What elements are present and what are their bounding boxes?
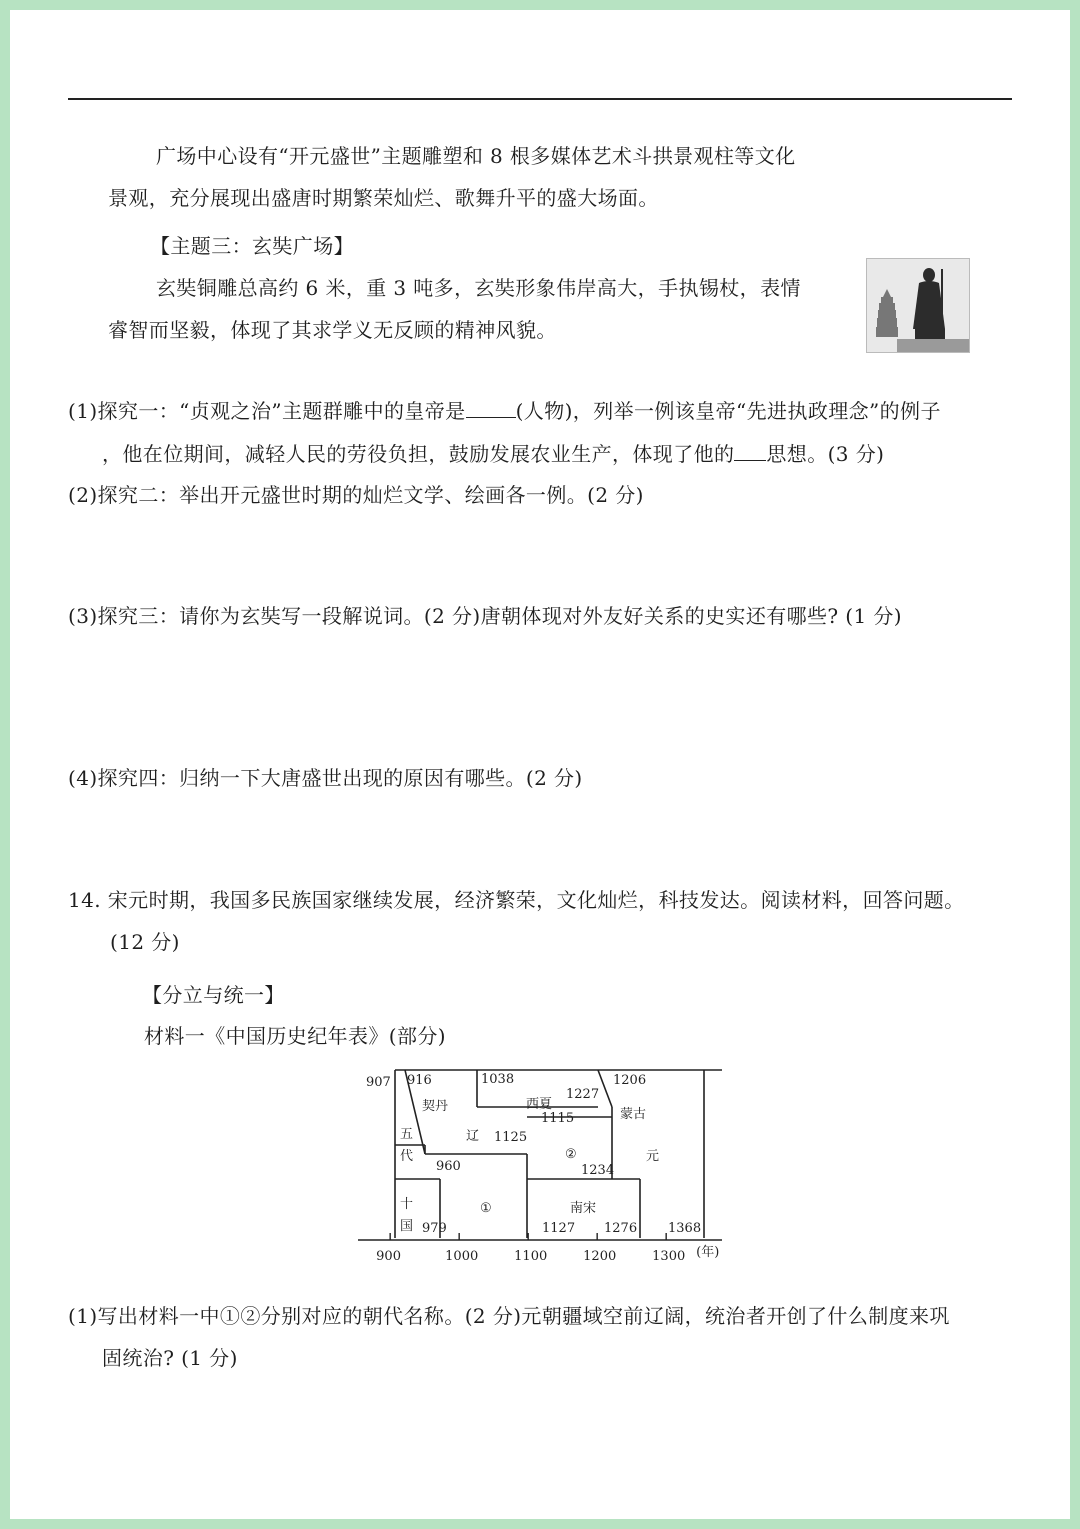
year-label-1125: 1125: [494, 1130, 528, 1145]
q13-part1-text-c: ，他在位期间，减轻人民的劳役负担，鼓励发展农业生产，体现了他的: [102, 442, 735, 466]
dynasty-label: 国: [400, 1219, 414, 1234]
q14-material-title: 材料一《中国历史纪年表》(部分): [144, 1024, 447, 1048]
x-unit-label: (年): [696, 1245, 720, 1260]
dynasty-label: 十: [400, 1197, 414, 1212]
q13-part1-line1: [68, 399, 941, 423]
q14-stem-line2: (12 分): [110, 930, 180, 954]
dynasty-label: 辽: [466, 1129, 480, 1144]
year-label-1227: 1227: [566, 1087, 600, 1102]
q13-part1-text-d: 思想。(3 分): [766, 442, 885, 466]
dynasty-label: 西夏: [526, 1097, 553, 1112]
header-rule: [68, 98, 1012, 100]
theme3-heading: 【主题三：玄奘广场】: [150, 234, 354, 258]
year-label-1115: 1115: [541, 1111, 575, 1126]
q13-part2: (2)探究二：举出开元盛世时期的灿烂文学、绘画各一例。(2 分): [68, 483, 644, 507]
dynasty-label: 五: [400, 1127, 414, 1142]
dynasty-label: 蒙古: [620, 1107, 647, 1122]
x-tick-label: 1000: [445, 1249, 479, 1264]
theme3-line1: 玄奘铜雕总高约 6 米，重 3 吨多，玄奘形象伟岸高大，手执锡杖，表情: [156, 276, 801, 300]
dynasty-label: 代: [400, 1149, 414, 1164]
year-label-1038: 1038: [481, 1072, 515, 1087]
chronology-svg: [350, 1062, 750, 1272]
dynasty-label: 契丹: [422, 1099, 449, 1114]
theme3-line2: 睿智而坚毅，体现了其求学义无反顾的精神风貌。: [108, 318, 557, 342]
theme2-line1: 广场中心设有“开元盛世”主题雕塑和 8 根多媒体艺术斗拱景观柱等文化: [156, 144, 796, 168]
year-label-907: 907: [366, 1075, 391, 1090]
q14-part1-line1: (1)写出材料一中①②分别对应的朝代名称。(2 分)元朝疆域空前辽阔，统治者开创了什么制度来巩: [68, 1304, 950, 1328]
dynasty-label: ②: [565, 1147, 577, 1162]
chronology-chart: [350, 1062, 750, 1272]
x-tick-label: 1100: [514, 1249, 548, 1264]
q13-part1-line2: [102, 442, 884, 466]
theme2-line2: 景观，充分展现出盛唐时期繁荣灿烂、歌舞升平的盛大场面。: [108, 186, 659, 210]
year-label-1276: 1276: [604, 1221, 638, 1236]
dynasty-label: ①: [480, 1201, 492, 1216]
dynasty-label: 元: [646, 1149, 660, 1164]
emperor-answer-blank[interactable]: [466, 399, 516, 418]
year-label-1127: 1127: [542, 1221, 576, 1236]
year-label-960: 960: [436, 1159, 461, 1174]
year-label-979: 979: [422, 1221, 447, 1236]
q13-part4: (4)探究四：归纳一下大唐盛世出现的原因有哪些。(2 分): [68, 766, 583, 790]
q13-part1-text-b: (人物)，列举一例该皇帝“先进执政理念”的例子: [515, 399, 941, 423]
xixia-right-diag: [598, 1070, 612, 1107]
year-label-1368: 1368: [668, 1221, 702, 1236]
year-label-1234: 1234: [581, 1163, 615, 1178]
worksheet-page: [10, 10, 1070, 1519]
q13-part1-text-a: (1)探究一：“贞观之治”主题群雕中的皇帝是: [68, 399, 466, 423]
x-tick-label: 1200: [583, 1249, 617, 1264]
statue-image-icon: [867, 259, 969, 352]
q14-stem-line1: 14. 宋元时期，我国多民族国家继续发展，经济繁荣，文化灿烂，科技发达。阅读材料，回答问题。: [68, 888, 965, 912]
q14-part1-line2: 固统治? (1 分): [102, 1346, 238, 1370]
thought-answer-blank[interactable]: [734, 442, 766, 461]
q13-part3: (3)探究三：请你为玄奘写一段解说词。(2 分)唐朝体现对外友好关系的史实还有哪些? (1 分): [68, 604, 902, 628]
q14-heading: 【分立与统一】: [142, 983, 285, 1007]
xuanzang-statue-photo: [866, 258, 970, 353]
x-tick-label: 1300: [652, 1249, 686, 1264]
x-tick-label: 900: [376, 1249, 401, 1264]
dynasty-label: 南宋: [570, 1201, 597, 1216]
year-label-916: 916: [407, 1073, 432, 1088]
year-label-1206: 1206: [613, 1073, 647, 1088]
